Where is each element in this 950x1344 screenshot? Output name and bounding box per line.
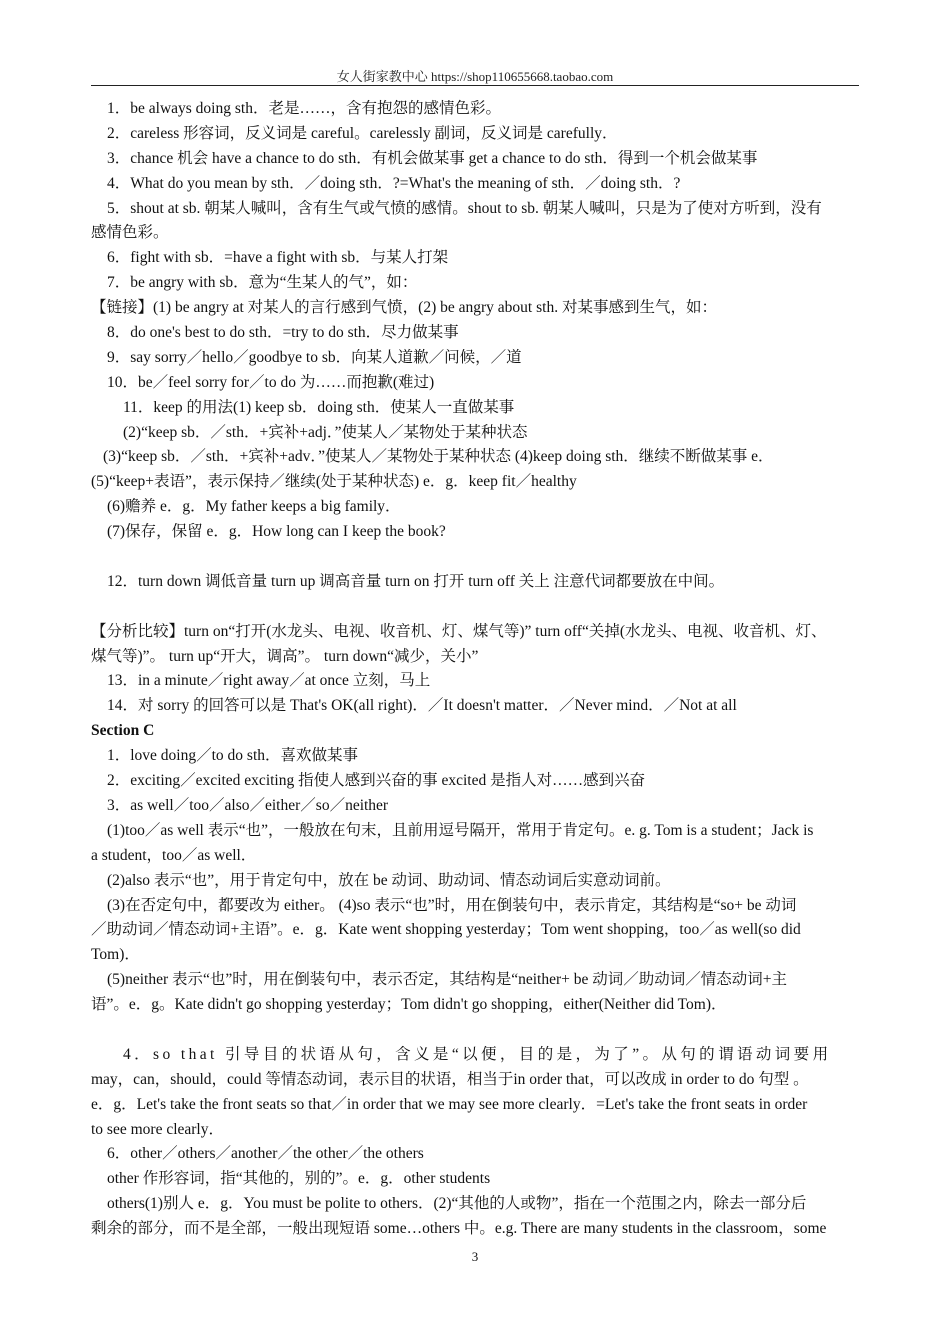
text-line: 8．do one's best to do sth．=try to do sth．尽力做某事 [107,324,459,342]
text-line: 2．careless 形容词，反义词是 careful。carelessly 副词，反义词是 carefully． [107,124,618,142]
header-divider [91,85,859,86]
text-line: 感情色彩。 [91,224,169,242]
document-body [91,97,859,1242]
text-line: Tom)． [91,946,140,964]
text-line: (2)“keep sb．／sth．+宾补+adj．”使某人／某物处于某种状态 [123,423,528,441]
text-line: (7)保存，保留 e．g．How long can I keep the book? [107,523,446,541]
blank-line [91,1018,859,1043]
text-line: 4．so that 引导目的状语从句，含义是“以便，目的是，为了”。从句的谓语动词要用 [123,1045,832,1063]
text-line: 13．in a minute／right away／at once 立刻，马上 [107,672,431,690]
text-line: 6．fight with sb．=have a fight with sb．与某人打架 [107,249,449,267]
text-line: 11．keep 的用法(1) keep sb．doing sth．使某人一直做某事 [123,398,515,416]
text-line: (6)赡养 e．g．My father keeps a big family． [107,498,401,516]
text-line: other 作形容词，指“其他的，别的”。e．g．other students [107,1170,491,1188]
text-line: 【分析比较】turn on“打开(水龙头、电视、收音机、灯、煤气等)” turn off“关掉(水龙头、电视、收音机、灯、 [91,622,827,640]
text-line: 1．be always doing sth．老是……，含有抱怨的感情色彩。 [107,100,501,117]
section-heading: Section C [91,722,155,740]
text-line: 9．say sorry／hello／goodbye to sb．向某人道歉／问候，／道 [107,348,522,366]
text-line: may，can，should，could 等情态动词，表示目的状语，相当于in order that，可以改成 in order to do 句型 。 [91,1070,809,1088]
text-line: 煤气等)”。 turn up“开大，调高”。 turn down“减少，关小” [91,647,479,665]
text-line: 2．exciting／excited exciting 指使人感到兴奋的事 excited 是指人对……感到兴奋 [107,772,646,790]
text-line: others(1)别人 e．g．You must be polite to others．(2)“其他的人或物”，指在一个范围之内，除去一部分后 [107,1195,807,1213]
text-line: ／助动词／情态动词+主语”。e．g．Kate went shopping yesterday；Tom went shopping，too／as well(so did [91,921,801,939]
page-header: 女人街家教中心 https://shop110655668.taobao.com [336,69,614,84]
text-line: 10．be／feel sorry for／to do 为……而抱歉(难过) [107,373,435,391]
text-line: 4．What do you mean by sth．／doing sth．?=What's the meaning of sth．／doing sth．? [107,174,681,192]
text-line: 1．love doing／to do sth．喜欢做某事 [107,747,359,765]
text-line: 5．shout at sb. 朝某人喊叫，含有生气或气愤的感情。shout to sb. 朝某人喊叫，只是为了使对方听到，没有 [107,199,822,217]
page-number: 3 [471,1249,479,1264]
text-line: a student，too／as well． [91,846,257,864]
text-line: (5)neither 表示“也”时，用在倒装句中，表示否定，其结构是“neither+ be 动词／助动词／情态动词+主 [107,971,788,989]
text-line: (1)too／as well 表示“也”，一般放在句末，且前用逗号隔开，常用于肯定句。e. g. Tom is a student；Jack is [107,821,814,839]
text-line: (5)“keep+表语”，表示保持／继续(处于某种状态) e．g．keep fit／healthy [91,473,577,491]
text-line: 剩余的部分，而不是全部，一般出现短语 some…others 中。e.g. There are many students in the classroom，some [91,1220,827,1238]
text-line: (3)“keep sb．／sth．+宾补+adv．”使某人／某物处于某种状态 (4)keep doing sth．继续不断做某事 e． [103,448,774,466]
text-line: 3．chance 机会 have a chance to do sth．有机会做某事 get a chance to do sth．得到一个机会做某事 [107,149,758,167]
text-line: 【链接】(1) be angry at 对某人的言行感到气愤，(2) be angry about sth. 对某事感到生气，如： [91,299,717,317]
text-line: 语”。e．g。Kate didn't go shopping yesterday；Tom didn't go shopping，either(Neither did Tom)． [91,996,727,1014]
text-line: to see more clearly． [91,1120,224,1138]
text-line: 12．turn down 调低音量 turn up 调高音量 turn on 打开 turn off 关上 注意代词都要放在中间。 [107,572,725,590]
blank-line [91,545,859,570]
text-line: e．g．Let's take the front seats so that／in order that we may see more clearly．=Let's take the front seats in order [91,1095,808,1113]
text-line: (3)在否定句中，都要改为 either。 (4)so 表示“也”时，用在倒装句中，表示肯定，其结构是“so+ be 动词 [107,896,797,914]
text-line: 6．other／others／another／the other／the others [107,1145,424,1163]
text-line: 14．对 sorry 的回答可以是 That's OK(all right)．／It doesn't matter．／Never mind．／Not at all [107,697,737,715]
text-line: 7．be angry with sb．意为“生某人的气”，如： [107,274,418,292]
text-line: (2)also 表示“也”，用于肯定句中，放在 be 动词、助动词、情态动词后实意动词前。 [107,871,671,889]
text-line: 3．as well／too／also／either／so／neither [107,796,389,814]
blank-line [91,595,859,620]
